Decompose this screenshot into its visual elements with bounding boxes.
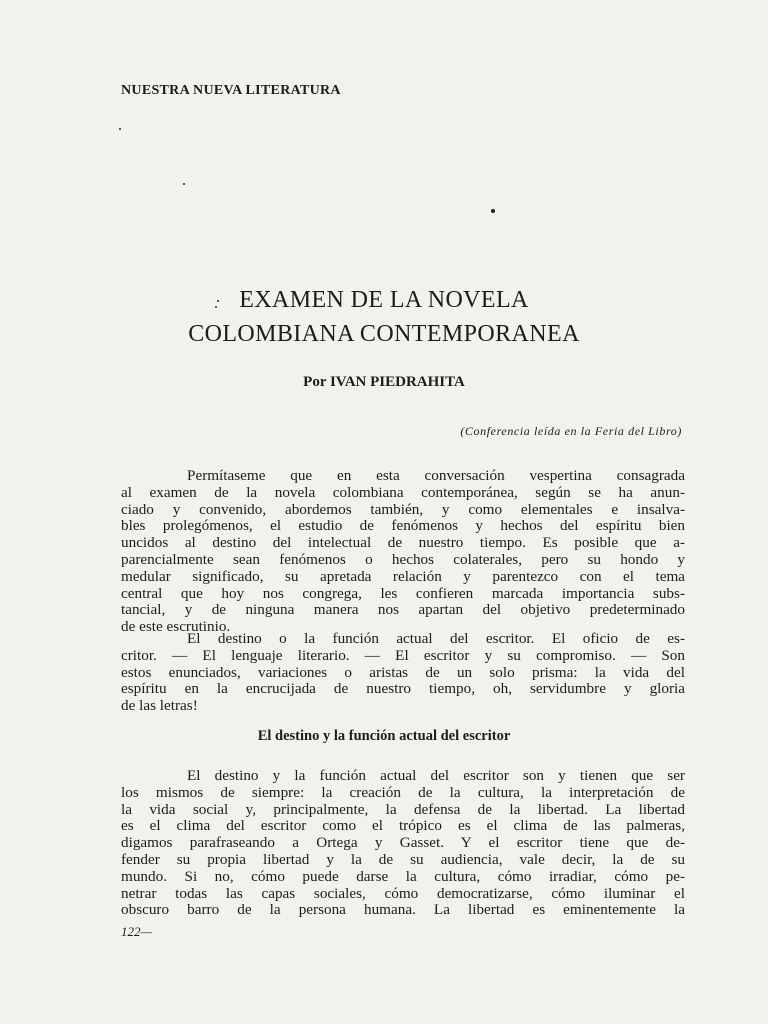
text-line: mundo. Si no, cómo puede darse la cultura, cómo irradiar, cómo pe- <box>121 867 685 885</box>
text-line: estos enunciados, variaciones o aristas de un solo prisma: la vida del <box>121 663 685 681</box>
author-byline: Por IVAN PIEDRAHITA <box>303 374 465 390</box>
text-line: de este escrutinio. <box>121 618 231 636</box>
text-line: de las letras! <box>121 697 198 715</box>
article-title-line-2: COLOMBIANA CONTEMPORANEA <box>188 321 580 347</box>
text-line: tancial, y de ninguna manera nos apartan del objetivo predeterminado <box>121 601 685 619</box>
text-line: parencialmente sean fenómenos o hechos colaterales, pero su hondo y <box>121 550 685 568</box>
text-line: medular significado, su apretada relación y parentezco con el tema <box>121 567 685 585</box>
paragraph-2 <box>121 631 685 715</box>
text-line: obscuro barro de la persona humana. La libertad es eminentemente la <box>121 901 685 919</box>
text-line: es el clima del escritor como el trópico es el clima de las palmeras, <box>121 817 685 835</box>
scan-speck <box>491 209 495 213</box>
text-line: la vida social y, principalmente, la defensa de la libertad. La libertad <box>121 800 685 818</box>
section-header: NUESTRA NUEVA LITERATURA <box>121 83 341 98</box>
text-line: Permítaseme que en esta conversación vespertina consagrada <box>187 467 685 484</box>
text-line: fender su propia libertad y la de su audiencia, vale decir, la de su <box>121 850 685 868</box>
scan-speck <box>183 183 185 185</box>
lecture-note: (Conferencia leída en la Feria del Libro) <box>460 424 682 438</box>
text-line: El destino o la función actual del escritor. El oficio de es- <box>187 630 685 647</box>
text-line: El destino y la función actual del escritor son y tienen que ser <box>187 767 685 784</box>
text-line: ciado y convenido, abordemos también, y como elementales e insalva- <box>121 500 685 518</box>
text-line: netrar todas las capas sociales, cómo democratizarse, cómo iluminar el <box>121 884 685 902</box>
paragraph-1 <box>121 468 685 636</box>
article-title-line-1: EXAMEN DE LA NOVELA <box>239 287 529 313</box>
text-line: al examen de la novela colombiana contemporánea, según se ha anun- <box>121 483 685 501</box>
text-line: bles prolegómenos, el estudio de fenómenos y hechos del espíritu bien <box>121 517 685 535</box>
text-line: espíritu en la encrucijada de nuestro tiempo, oh, servidumbre y gloria <box>121 680 685 698</box>
paragraph-3 <box>121 768 685 919</box>
text-line: central que hoy nos congrega, les confieren marcada importancia subs- <box>121 584 685 602</box>
section-subheading: El destino y la función actual del escritor <box>257 728 511 744</box>
text-line: digamos parafraseando a Ortega y Gasset. Y el escritor tiene que de- <box>121 834 685 852</box>
text-line: los mismos de siempre: la creación de la cultura, la interpretación de <box>121 783 685 801</box>
page-number: 122— <box>121 924 153 939</box>
scan-speck <box>119 128 121 130</box>
text-line: uncidos al destino del intelectual de nuestro tiempo. Es posible que a- <box>121 534 685 552</box>
text-line: critor. — El lenguaje literario. — El escritor y su compromiso. — Son <box>121 646 685 664</box>
